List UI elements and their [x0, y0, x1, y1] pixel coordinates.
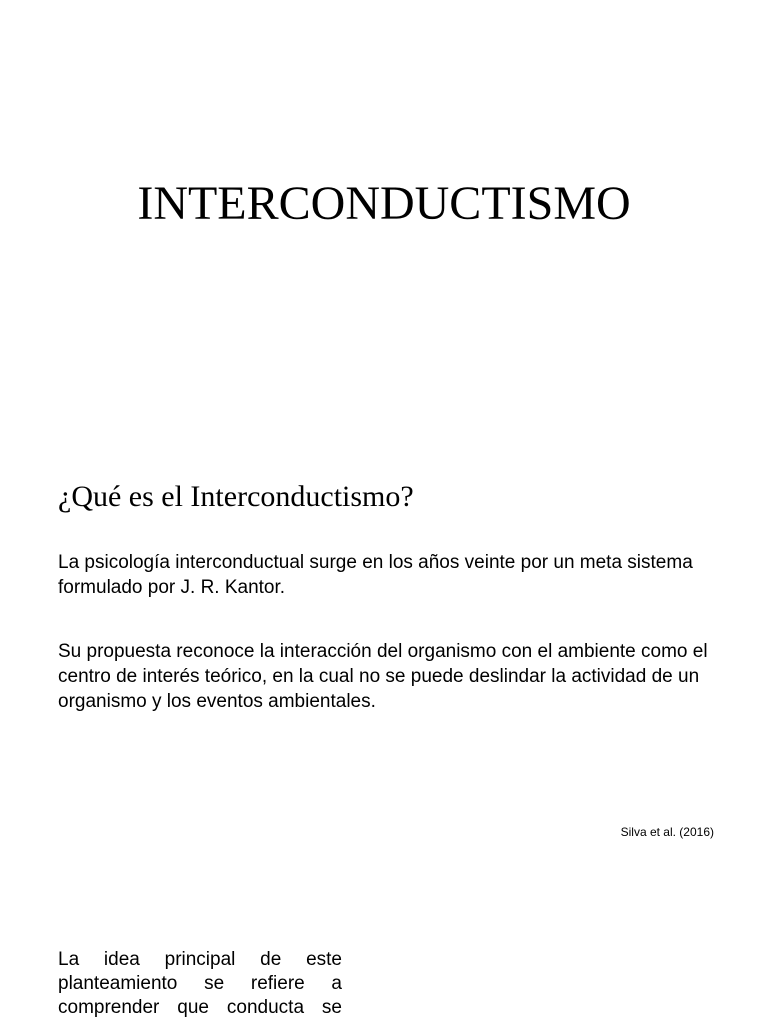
- intro-paragraph: La psicología interconductual surge en los años veinte por un meta sistema formulado por J. R. Kantor.: [58, 552, 693, 598]
- bottom-paragraph: La idea principal de este planteamiento se refiere a comprender que conducta se: [58, 949, 342, 1018]
- page-title: INTERCONDUCTISMO: [137, 177, 631, 230]
- section-heading: ¿Qué es el Interconductismo?: [58, 480, 414, 513]
- citation: Silva et al. (2016): [620, 825, 714, 839]
- proposal-paragraph: Su propuesta reconoce la interacción del organismo con el ambiente como el centro de interés teórico, en la cual no se puede deslindar la actividad de un organismo y los eventos ambientales.: [58, 641, 708, 712]
